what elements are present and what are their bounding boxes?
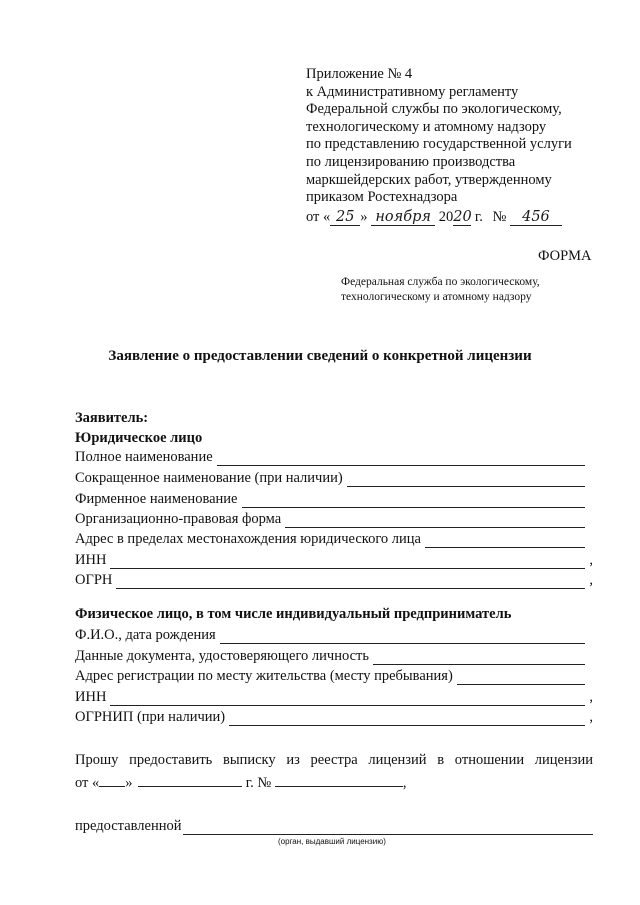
from-mid: »: [125, 775, 133, 791]
field-ogrn[interactable]: ОГРН ,: [75, 572, 593, 588]
field-fio-birthdate[interactable]: [75, 624, 593, 644]
field-label: ОГРНИП (при наличии): [75, 709, 226, 725]
field-fill-line[interactable]: [220, 630, 585, 644]
field-brand-name[interactable]: [75, 488, 593, 508]
license-date-line[interactable]: [75, 773, 406, 792]
order-prefix: от «: [306, 208, 331, 225]
field-label: Полное наименование: [75, 449, 213, 465]
appendix-line: технологическому и атомному надзору: [306, 118, 547, 135]
field-legal-address[interactable]: [75, 528, 593, 548]
field-fill-line[interactable]: [457, 671, 585, 685]
appendix-line: приказом Ростехнадзора: [306, 189, 458, 206]
order-date-line: [306, 209, 572, 227]
field-fill-line[interactable]: [242, 494, 586, 508]
appendix-line: Приложение № 4: [306, 66, 413, 82]
from-year-suffix: г. №: [245, 775, 272, 791]
field-fill-line[interactable]: [217, 452, 585, 466]
field-id-document[interactable]: [75, 645, 593, 665]
field-fill-line[interactable]: [373, 651, 585, 665]
field-inn-legal[interactable]: ИНН ,: [75, 552, 593, 568]
field-label: ОГРН: [75, 572, 113, 588]
issued-label: предоставленной: [75, 818, 182, 834]
individual-heading: Физическое лицо, в том числе индивидуальный предприниматель: [75, 606, 512, 622]
field-label: Адрес в пределах местонахождения юридического лица: [75, 531, 421, 547]
agency-line: технологическому и атомному надзору: [341, 291, 532, 303]
field-inn-person[interactable]: ИНН ,: [75, 689, 593, 705]
license-month-blank[interactable]: [138, 773, 242, 787]
from-prefix: от «: [75, 775, 100, 791]
document-title: Заявление о предоставлении сведений о конкретной лицензии: [108, 348, 532, 364]
issued-by-fill-line[interactable]: [183, 821, 593, 835]
issued-caption: (орган, выдавший лицензию): [278, 837, 386, 846]
field-fill-line[interactable]: [229, 712, 585, 726]
field-fill-line[interactable]: [116, 575, 585, 589]
field-fill-line[interactable]: [347, 473, 585, 487]
form-label: ФОРМА: [538, 248, 592, 264]
appendix-line: маркшейдерских работ, утвержденному: [306, 171, 552, 188]
order-mid: »: [360, 208, 368, 225]
appendix-line: к Административному регламенту: [306, 83, 519, 100]
field-label: Сокращенное наименование (при наличии): [75, 470, 343, 486]
order-month-handwritten: ноября: [371, 210, 435, 226]
order-day-handwritten: 25: [330, 210, 360, 226]
field-label: Организационно-правовая форма: [75, 511, 282, 527]
order-year-prefix: 20: [438, 208, 454, 225]
appendix-line: по представлению государственной услуги: [306, 136, 572, 153]
order-year-handwritten: 20: [453, 208, 472, 225]
field-fill-line[interactable]: [110, 692, 585, 706]
license-number-blank[interactable]: [275, 773, 403, 787]
field-registration-address[interactable]: [75, 665, 593, 685]
issued-by-row[interactable]: [75, 818, 593, 835]
appendix-line: Федеральной службы по экологическому,: [306, 101, 562, 118]
license-day-blank[interactable]: [99, 773, 125, 787]
field-fill-line[interactable]: [425, 534, 585, 548]
order-year-suffix: г.: [474, 208, 483, 225]
order-no-label: №: [492, 208, 507, 225]
field-full-name[interactable]: [75, 446, 593, 466]
agency-block: [341, 275, 540, 305]
field-fill-line[interactable]: [285, 514, 585, 528]
from-end: ,: [402, 775, 407, 791]
field-label: Адрес регистрации по месту жительства (месту пребывания): [75, 668, 453, 684]
field-label: ИНН: [75, 552, 107, 568]
legal-entity-heading: Юридическое лицо: [75, 430, 203, 446]
field-label: Фирменное наименование: [75, 491, 238, 507]
agency-line: Федеральная служба по экологическому,: [341, 276, 540, 288]
field-label: Данные документа, удостоверяющего личность: [75, 648, 369, 664]
applicant-heading: Заявитель:: [75, 410, 149, 426]
field-fill-line[interactable]: [110, 555, 585, 569]
field-label: Ф.И.О., дата рождения: [75, 627, 216, 643]
field-label: ИНН: [75, 689, 107, 705]
field-ogrnip[interactable]: ОГРНИП (при наличии) ,: [75, 709, 593, 725]
field-short-name[interactable]: [75, 467, 593, 487]
request-text: Прошу предоставить выписку из реестра лицензий в отношении лицензии: [75, 752, 593, 768]
appendix-line: по лицензированию производства: [306, 153, 516, 170]
field-legal-form[interactable]: [75, 508, 593, 528]
order-number-handwritten: 456: [510, 210, 562, 226]
appendix-block: [306, 66, 572, 226]
